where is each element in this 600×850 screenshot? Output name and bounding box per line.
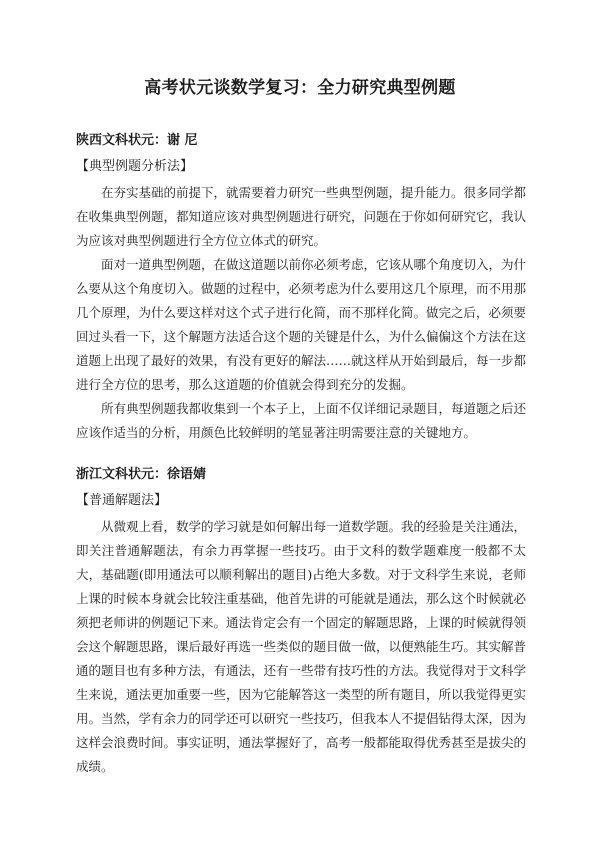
section-zhejiang [76, 465, 526, 779]
method-heading: 【典型例题分析法】 [76, 159, 194, 174]
author-line [76, 465, 526, 485]
author-name: 谢 尼 [167, 133, 198, 148]
author-line [76, 131, 526, 151]
paragraph: 在夯实基础的前提下，就需要着力研究一些典型例题，提升能力。很多同学都在收集典型例题，都知道应该对典型例题进行研究，问题在于你如何研究它，我认为应该对典型例题进行全方位立体式的研究。 [76, 185, 527, 248]
author-label: 陕西文科状元： [76, 133, 168, 148]
section-shaanxi [76, 131, 526, 445]
page-title: 高考状元谈数学复习：全力研究典型例题 [144, 78, 456, 98]
paragraph: 所有典型例题我都收集到一个本子上，上面不仅详细记录题目，每道题之后还应该作适当的分析，用颜色比较鲜明的笔显著注明需要注意的关键地方。 [76, 401, 527, 440]
paragraph: 面对一道典型例题，在做这道题以前你必须考虑，它该从哪个角度切入，为什么要从这个角度切入。做题的过程中，必须考虑为什么要用这几个原理，而不用那几个原理，为什么要这样对这个式子进行化简，而不那样化简。做完之后，必须要回过头看一下，这个解题方法适合这个题的关键是什么，为什么偏偏这个方法在这道题上出现了最好的效果，有没有更好的解法……就这样从开始到最后，每一步都进行全方位的思考，那么这道题的价值就会得到充分的发掘。 [76, 257, 527, 392]
paragraph: 从微观上看，数学的学习就是如何解出每一道数学题。我的经验是关注通法，即关注普通解题法，有余力再掌握一些技巧。由于文科的数学题难度一般都不太大，基础题(即用通法可以顺利解出的题目)占绝大多数。对于文科学生来说，老师上课的时候本身就会比较注重基础，他首先讲的可能就是通法，那么这个时候就必须把老师讲的例题记下来。通法肯定会有一个固定的解题思路，上课的时候就得领会这个解题思路，课后最好再选一些类似的题目做一做，以便熟能生巧。其实解普通的题目也有多种方法，有通法，还有一些带有技巧性的方法。我觉得对于文科学生来说，通法更加重要一些，因为它能解答这一类型的所有题目，所以我觉得更实用。当然，学有余力的同学还可以研究一些技巧，但我本人不提倡钻得太深，因为这样会浪费时间。事实证明，通法掌握好了，高考一般都能取得优秀甚至是拔尖的成绩。 [76, 519, 527, 774]
author-name: 徐语婧 [167, 467, 207, 482]
author-label: 浙江文科状元： [76, 467, 168, 482]
method-heading: 【普通解题法】 [76, 493, 168, 508]
